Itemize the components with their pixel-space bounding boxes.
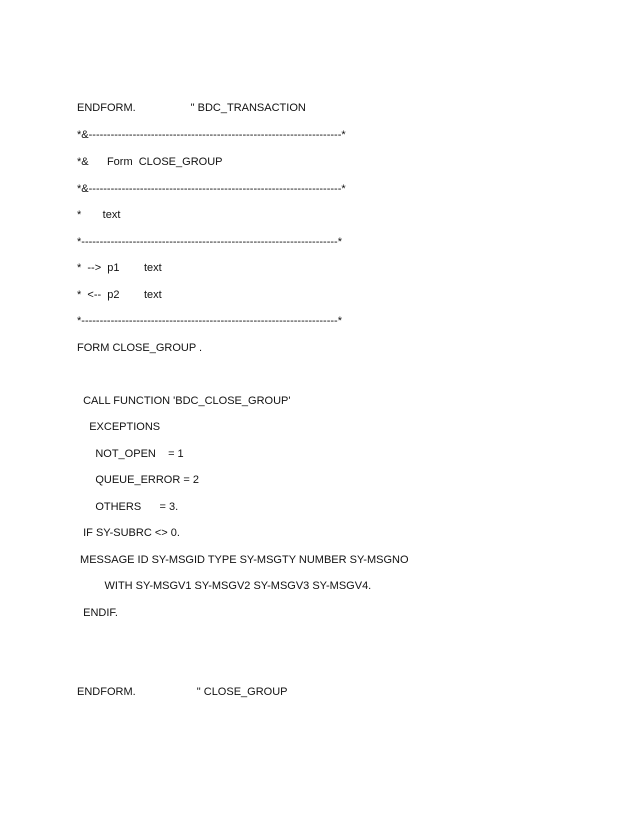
code-line: ENDIF.	[77, 607, 118, 619]
code-line: *&---------------------------------------------------------------------*	[77, 183, 346, 195]
code-line: MESSAGE ID SY-MSGID TYPE SY-MSGTY NUMBER SY-MSGNO	[77, 554, 409, 566]
code-line: ENDFORM. " BDC_TRANSACTION	[77, 102, 306, 114]
code-line: * text	[77, 209, 121, 221]
code-line: WITH SY-MSGV1 SY-MSGV2 SY-MSGV3 SY-MSGV4.	[77, 580, 372, 592]
code-line: CALL FUNCTION 'BDC_CLOSE_GROUP'	[77, 395, 291, 407]
code-line: EXCEPTIONS	[77, 421, 161, 433]
code-line: *&---------------------------------------------------------------------*	[77, 129, 346, 141]
code-line: QUEUE_ERROR = 2	[77, 474, 199, 486]
code-line: IF SY-SUBRC <> 0.	[77, 527, 180, 539]
code-line: NOT_OPEN = 1	[77, 448, 184, 460]
code-line: *----------------------------------------------------------------------*	[77, 315, 342, 327]
code-line: *& Form CLOSE_GROUP	[77, 156, 223, 168]
code-line: ENDFORM. " CLOSE_GROUP	[77, 686, 288, 698]
code-line: OTHERS = 3.	[77, 501, 179, 513]
code-line: *----------------------------------------------------------------------*	[77, 236, 342, 248]
code-line: * --> p1 text	[77, 262, 162, 274]
code-line: * <-- p2 text	[77, 289, 162, 301]
code-line: FORM CLOSE_GROUP .	[77, 342, 203, 354]
